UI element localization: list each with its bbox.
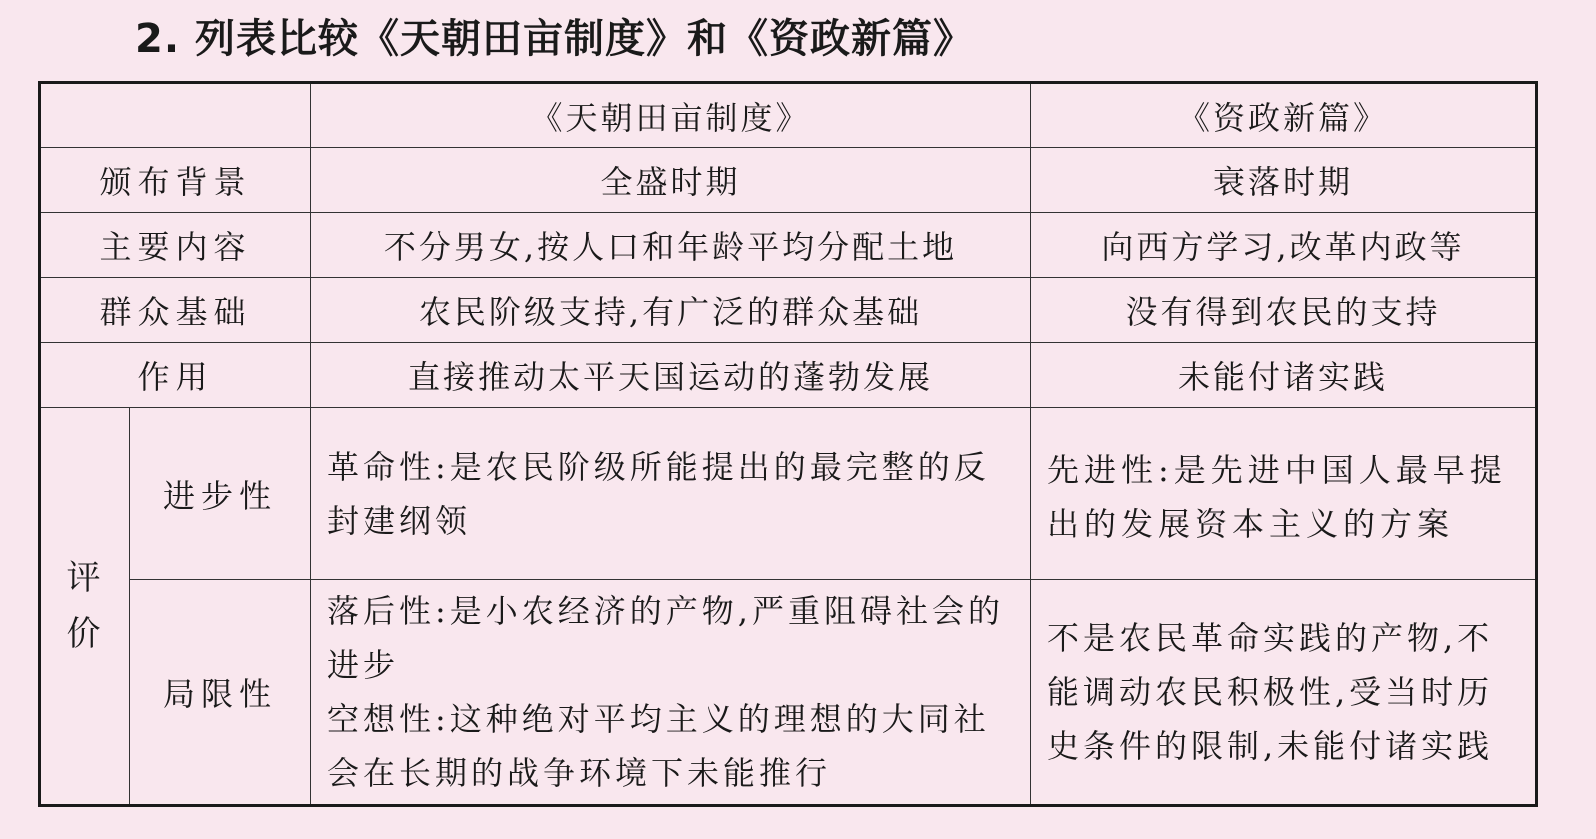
question-heading: 2. 列表比较《天朝田亩制度》和《资政新篇》	[135, 16, 974, 62]
limitation-cell-b: 不是农民革命实践的产物,不能调动农民积极性,受当时历史条件的限制,未能付诸实践	[1031, 580, 1537, 806]
row-cell-b: 向西方学习,改革内政等	[1031, 213, 1537, 278]
row-label: 作用	[40, 343, 311, 408]
limitation-cell-a	[311, 580, 1031, 806]
header-col-b: 《资政新篇》	[1031, 83, 1537, 148]
evaluation-label: 评价	[66, 558, 104, 654]
table-row	[40, 278, 1537, 343]
progress-cell-b: 先进性:是先进中国人最早提出的发展资本主义的方案	[1031, 408, 1537, 580]
table-row	[40, 343, 1537, 408]
limitation-label: 局限性	[130, 580, 311, 806]
row-cell-a: 全盛时期	[311, 148, 1031, 213]
header-empty-cell	[40, 83, 311, 148]
progress-label: 进步性	[130, 408, 311, 580]
row-cell-b: 没有得到农民的支持	[1031, 278, 1537, 343]
evaluation-progress-row	[40, 408, 1537, 580]
row-label: 颁布背景	[40, 148, 311, 213]
row-cell-b: 衰落时期	[1031, 148, 1537, 213]
comparison-table	[38, 81, 1538, 807]
row-label: 群众基础	[40, 278, 311, 343]
limitation-a-utopian: 空想性:这种绝对平均主义的理想的大同社会在长期的战争环境下未能推行	[327, 700, 990, 792]
header-col-a: 《天朝田亩制度》	[311, 83, 1031, 148]
row-cell-b: 未能付诸实践	[1031, 343, 1537, 408]
table-row	[40, 213, 1537, 278]
table-header-row	[40, 83, 1537, 148]
limitation-a-backward: 落后性:是小农经济的产物,严重阻碍社会的进步	[327, 592, 1004, 684]
evaluation-label-cell	[40, 408, 130, 806]
row-cell-a: 直接推动太平天国运动的蓬勃发展	[311, 343, 1031, 408]
row-cell-a: 不分男女,按人口和年龄平均分配土地	[311, 213, 1031, 278]
progress-cell-a: 革命性:是农民阶级所能提出的最完整的反封建纲领	[311, 408, 1031, 580]
table-row	[40, 148, 1537, 213]
row-label: 主要内容	[40, 213, 311, 278]
row-cell-a: 农民阶级支持,有广泛的群众基础	[311, 278, 1031, 343]
evaluation-limitation-row	[40, 580, 1537, 806]
